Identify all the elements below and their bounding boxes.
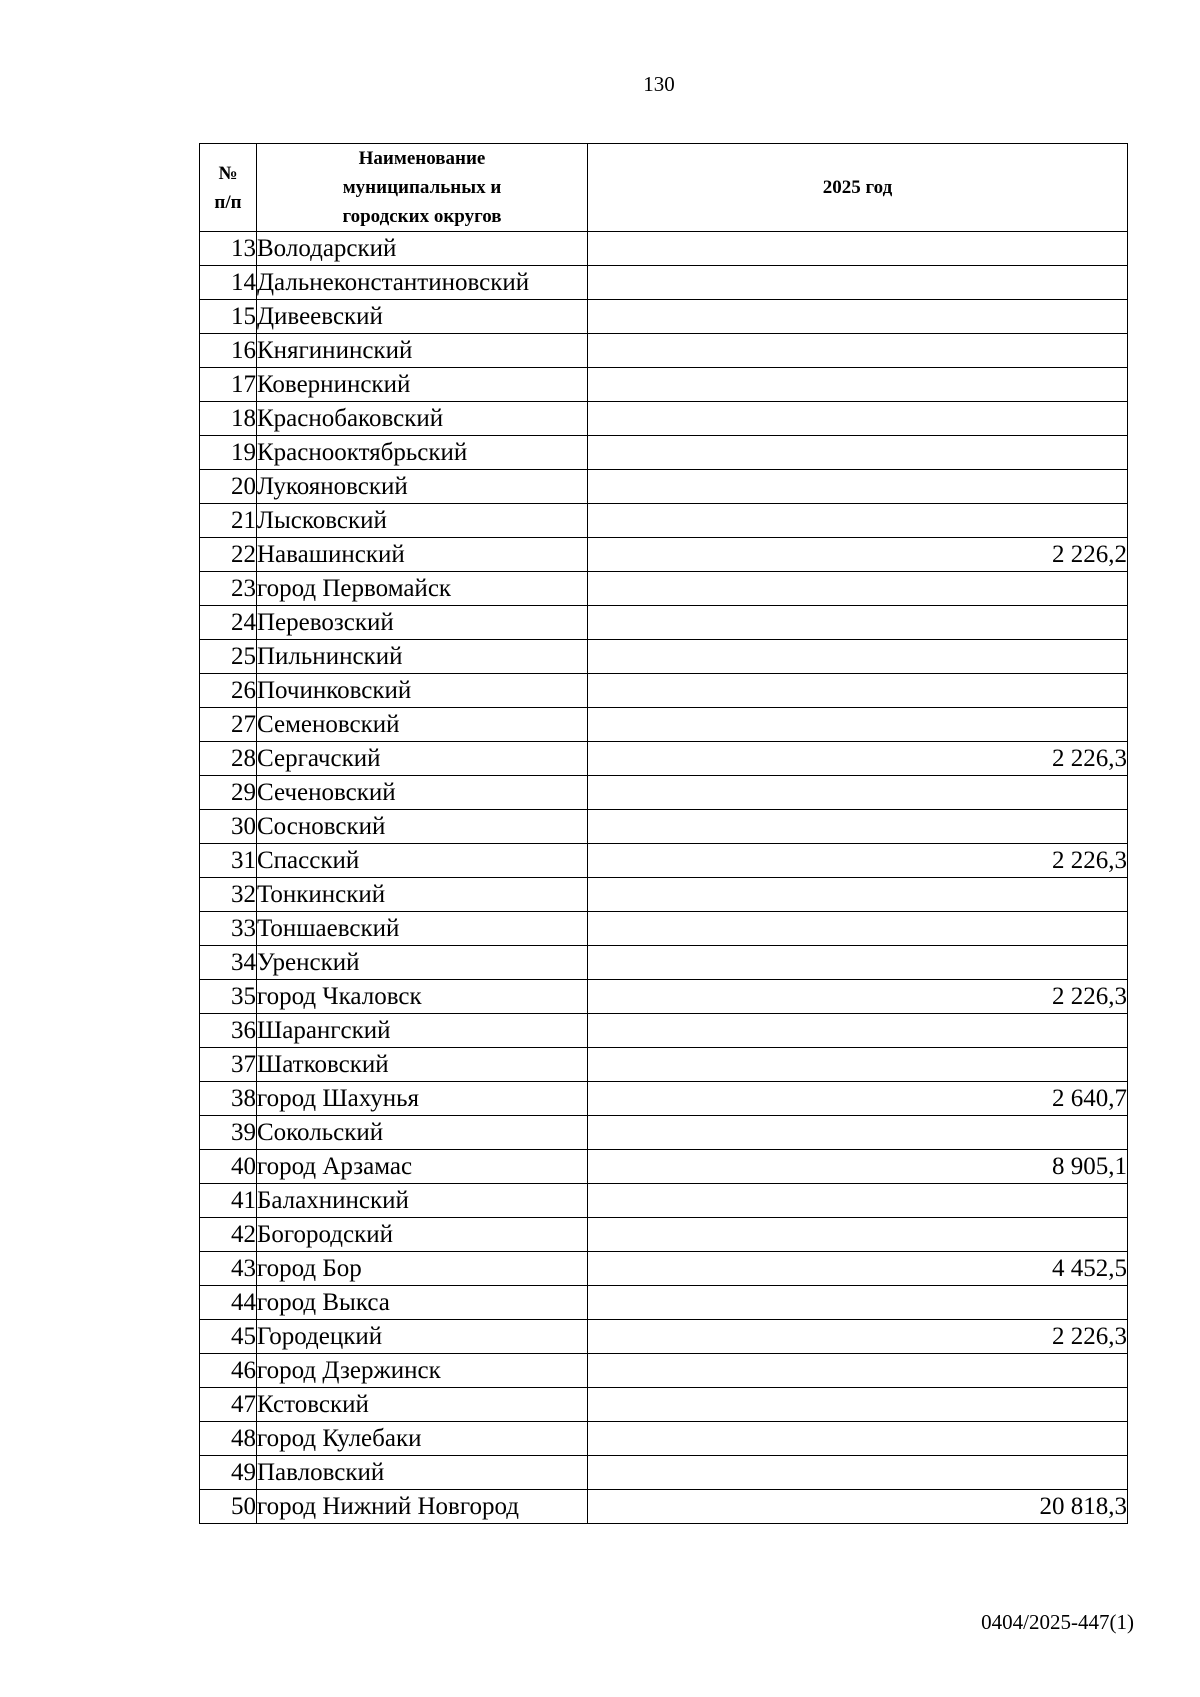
row-value [588,640,1128,674]
table-row [200,1252,1128,1286]
row-name: город Арзамас [257,1150,588,1184]
row-value [588,776,1128,810]
row-name: Семеновский [257,708,588,742]
table-row [200,606,1128,640]
table-row [200,368,1128,402]
table-row [200,980,1128,1014]
row-name: Спасский [257,844,588,878]
header-name-text: Наименование муниципальных и городских округов [342,148,502,227]
row-name: Сокольский [257,1116,588,1150]
row-name: Починковский [257,674,588,708]
row-value: 2 226,2 [588,538,1128,572]
row-value [588,1422,1128,1456]
table-row [200,1422,1128,1456]
row-name: город Бор [257,1252,588,1286]
row-value: 20 818,3 [588,1490,1128,1524]
row-name: город Кулебаки [257,1422,588,1456]
table-row [200,538,1128,572]
row-value [588,1456,1128,1490]
row-number: 27 [200,708,257,742]
table-row [200,878,1128,912]
table-row [200,844,1128,878]
row-number: 29 [200,776,257,810]
row-name: Сергачский [257,742,588,776]
row-name: Краснобаковский [257,402,588,436]
row-number: 31 [200,844,257,878]
table-row [200,1048,1128,1082]
header-num [200,144,257,232]
row-value [588,810,1128,844]
row-name: Дивеевский [257,300,588,334]
table-header-row [200,144,1128,232]
row-number: 42 [200,1218,257,1252]
row-name: Уренский [257,946,588,980]
row-value [588,572,1128,606]
table-row [200,742,1128,776]
row-number: 34 [200,946,257,980]
row-number: 20 [200,470,257,504]
row-number: 48 [200,1422,257,1456]
table-row [200,946,1128,980]
row-number: 28 [200,742,257,776]
table-row [200,1082,1128,1116]
row-name: Краснооктябрьский [257,436,588,470]
row-number: 35 [200,980,257,1014]
row-value [588,504,1128,538]
row-number: 33 [200,912,257,946]
row-name: Сосновский [257,810,588,844]
row-value [588,1048,1128,1082]
allocation-table [199,143,1128,1524]
row-value [588,368,1128,402]
row-value [588,1014,1128,1048]
table-row [200,1388,1128,1422]
row-name: Лысковский [257,504,588,538]
table-row [200,1320,1128,1354]
row-value [588,1184,1128,1218]
table-row [200,402,1128,436]
row-name: город Нижний Новгород [257,1490,588,1524]
row-number: 49 [200,1456,257,1490]
row-name: Дальнеконстантиновский [257,266,588,300]
row-number: 21 [200,504,257,538]
row-value [588,334,1128,368]
row-number: 37 [200,1048,257,1082]
row-number: 32 [200,878,257,912]
row-number: 14 [200,266,257,300]
row-value [588,436,1128,470]
row-name: город Шахунья [257,1082,588,1116]
row-number: 13 [200,232,257,266]
row-value [588,266,1128,300]
row-value [588,300,1128,334]
row-number: 39 [200,1116,257,1150]
header-year: 2025 год [588,144,1128,232]
table-row [200,1218,1128,1252]
row-name: Володарский [257,232,588,266]
row-name: Балахнинский [257,1184,588,1218]
document-code: 0404/2025-447(1) [981,1610,1134,1634]
row-number: 47 [200,1388,257,1422]
row-value [588,606,1128,640]
row-name: Шарангский [257,1014,588,1048]
row-name: город Чкаловск [257,980,588,1014]
page-number: 130 [643,72,675,96]
row-name: Лукояновский [257,470,588,504]
row-name: Сеченовский [257,776,588,810]
table-row [200,776,1128,810]
table-row [200,1116,1128,1150]
row-value [588,912,1128,946]
table-row [200,470,1128,504]
table-row [200,1150,1128,1184]
row-number: 18 [200,402,257,436]
row-value: 8 905,1 [588,1150,1128,1184]
row-name: Княгининский [257,334,588,368]
row-value: 2 226,3 [588,844,1128,878]
row-value [588,1388,1128,1422]
table-row [200,1286,1128,1320]
row-number: 50 [200,1490,257,1524]
row-number: 30 [200,810,257,844]
row-name: Тонкинский [257,878,588,912]
table-row [200,1490,1128,1524]
row-name: Богородский [257,1218,588,1252]
row-value [588,232,1128,266]
row-name: город Выкса [257,1286,588,1320]
table-body [200,232,1128,1524]
table-row [200,232,1128,266]
table-row [200,810,1128,844]
row-value: 2 226,3 [588,742,1128,776]
table-row [200,1184,1128,1218]
row-name: Навашинский [257,538,588,572]
row-value [588,708,1128,742]
row-value [588,674,1128,708]
table-row [200,334,1128,368]
header-name [257,144,588,232]
row-number: 40 [200,1150,257,1184]
row-number: 44 [200,1286,257,1320]
table-row [200,1014,1128,1048]
row-number: 25 [200,640,257,674]
row-number: 15 [200,300,257,334]
table-row [200,300,1128,334]
row-value: 2 226,3 [588,1320,1128,1354]
table-row [200,436,1128,470]
row-name: Городецкий [257,1320,588,1354]
row-value [588,1218,1128,1252]
row-number: 17 [200,368,257,402]
row-value [588,1354,1128,1388]
row-number: 46 [200,1354,257,1388]
row-name: Тоншаевский [257,912,588,946]
row-name: Кстовский [257,1388,588,1422]
row-number: 16 [200,334,257,368]
row-value: 4 452,5 [588,1252,1128,1286]
row-name: Пильнинский [257,640,588,674]
row-name: Ковернинский [257,368,588,402]
row-name: Шатковский [257,1048,588,1082]
row-name: Перевозский [257,606,588,640]
header-num-text: № п/п [214,162,242,213]
row-number: 45 [200,1320,257,1354]
row-name: Павловский [257,1456,588,1490]
row-number: 36 [200,1014,257,1048]
row-number: 38 [200,1082,257,1116]
row-value [588,1116,1128,1150]
table-row [200,674,1128,708]
row-number: 26 [200,674,257,708]
table-row [200,572,1128,606]
row-number: 22 [200,538,257,572]
table-row [200,1456,1128,1490]
row-value: 2 226,3 [588,980,1128,1014]
row-value: 2 640,7 [588,1082,1128,1116]
row-value [588,1286,1128,1320]
row-number: 23 [200,572,257,606]
row-name: город Дзержинск [257,1354,588,1388]
table-row [200,708,1128,742]
row-number: 43 [200,1252,257,1286]
table-row [200,266,1128,300]
table-row [200,912,1128,946]
row-value [588,402,1128,436]
row-number: 19 [200,436,257,470]
row-name: город Первомайск [257,572,588,606]
row-value [588,946,1128,980]
row-number: 41 [200,1184,257,1218]
row-value [588,878,1128,912]
table-row [200,504,1128,538]
table-row [200,1354,1128,1388]
row-number: 24 [200,606,257,640]
row-value [588,470,1128,504]
table-row [200,640,1128,674]
